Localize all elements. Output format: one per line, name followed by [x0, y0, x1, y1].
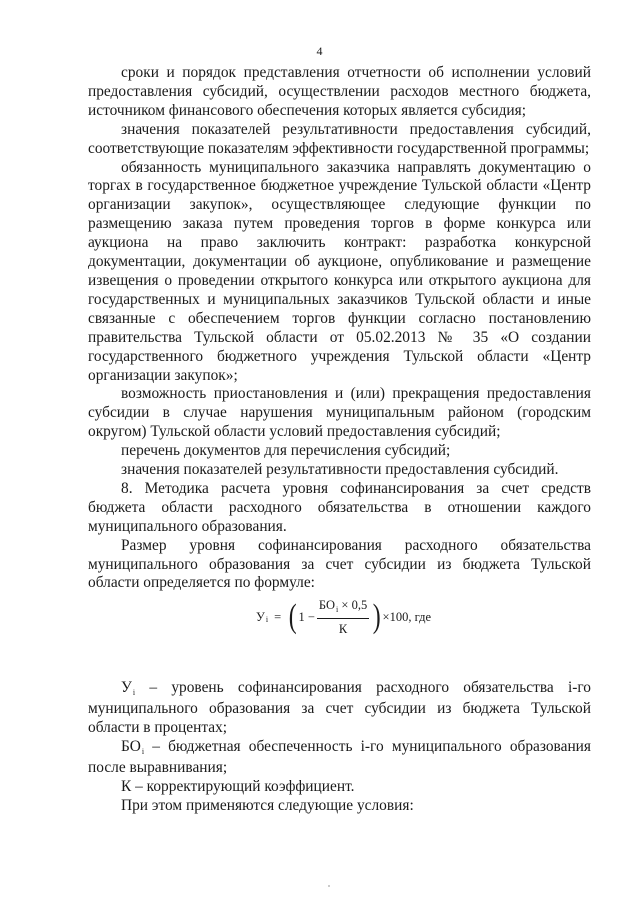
formula-numerator: $БО_i \times 0,5$: [317, 596, 369, 619]
paragraph: Размер уровня софинансирования расходного обязательства муниципального образования за счет субсидии из бюджета Тульской области определяется по формуле:: [88, 536, 591, 592]
paragraph: При этом применяются следующие условия:: [121, 796, 414, 814]
formula-equals: =: [274, 609, 282, 624]
definition-y: Уi – уровень софинансирования расходного обязательства i-го муниципального образования за счет субсидии из бюджета Тульской области в процентах;: [88, 679, 591, 737]
formula-lhs-sub: i: [265, 614, 269, 624]
formula-fraction: [317, 596, 369, 639]
paragraph: значения показателей результативности предоставления субсидий, соответствующие показателям эффективности государственной программы;: [88, 120, 591, 157]
paragraph: возможность приостановления и (или) прекращения предоставления субсидии в случае нарушения муниципальным районом (городским округом) Тульской области условий предоставления субсидий;: [88, 385, 591, 441]
right-paren: ): [372, 598, 381, 636]
document-body: [88, 64, 591, 816]
section-8-heading: 8. Методика расчета уровня софинансирования за счет средств бюджета области расходного обязательства в отношении каждого муниципального образования.: [88, 479, 591, 535]
formula-lhs: У: [256, 609, 265, 624]
formula-tail: ×100, где: [382, 609, 432, 624]
paragraph: обязанность муниципального заказчика направлять документацию о торгах в государственное бюджетное учреждение Тульской области «Центр организации закупок», осуществляющее следующие функции по размещению заказа путем проведения торгов в форме конкурса или аукциона на право заключить контракт: разработка конкурсной документации, документации об аукционе, опубликование и размещение извещения о проведении открытого конкурса или открытого аукциона для государственных и муниципальных заказчиков Тульской области и иные связанные с обеспечением торгов функции согласно постановлению правительства Тульской области от 05.02.2013 № 35 «О создании государственного бюджетного учреждения Тульской области «Центр организации закупок»;: [88, 158, 591, 384]
formula-denominator: К: [338, 621, 348, 636]
left-paren: (: [288, 598, 297, 636]
definition-bo: БОi – бюджетная обеспеченность i-го муниципального образования после выравнивания;: [88, 738, 591, 776]
scan-speck: [328, 885, 330, 887]
paragraph: сроки и порядок представления отчетности об исполнении условий предоставления субсидий, осуществлении расходов местного бюджета, источником финансового обеспечения которых является субсидия;: [88, 64, 591, 119]
definition-k: К – корректирующий коэффициент.: [121, 777, 355, 795]
formula: [88, 595, 591, 639]
page-number: 4: [316, 44, 323, 58]
paragraph: значения показателей результативности предоставления субсидий.: [121, 461, 559, 479]
formula-one-minus: 1 −: [298, 609, 315, 624]
paragraph: перечень документов для перечисления субсидий;: [121, 442, 451, 460]
